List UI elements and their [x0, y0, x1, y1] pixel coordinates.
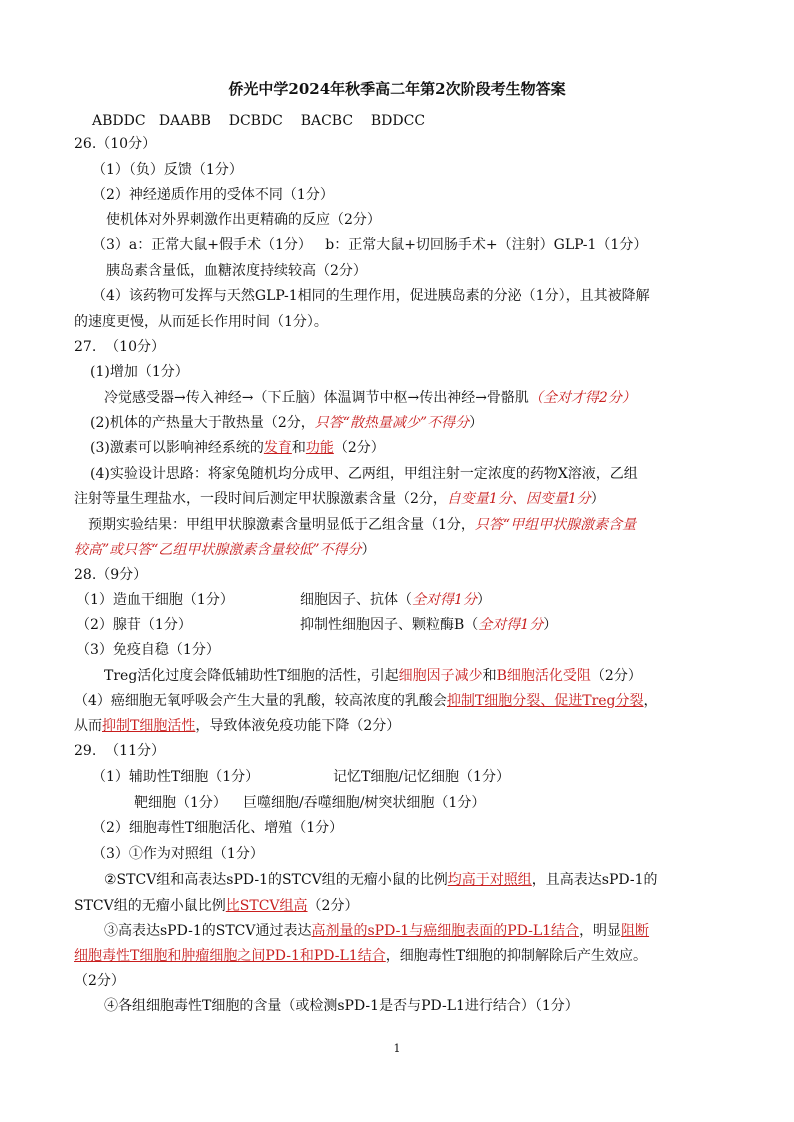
- q29-keyword-higher-than-stcv: 比STCV组高: [225, 898, 308, 914]
- q27-grading-note: 自变量1分、因变量1分: [446, 491, 591, 507]
- q27-grading-note: 只答“甲组甲状腺激素含量: [474, 517, 637, 533]
- q26-line-3: 使机体对外界刺激作出更精确的反应（2分）: [106, 212, 381, 228]
- q29-keyword-higher-than-control: 均高于对照组: [447, 872, 532, 888]
- q28-line-1a: （1）造血干细胞（1分）: [76, 592, 234, 608]
- q27-line-6: 注射等量生理盐水，一段时间后测定甲状腺激素含量（2分，自变量1分、因变量1分）: [74, 491, 605, 507]
- q29-heading: 29. （11分）: [74, 743, 165, 759]
- q27-grading-note: 只答“散热量减少”不得分: [314, 415, 470, 431]
- q28-keyword-tcell-division: 抑制T细胞分裂、促进Treg分裂: [446, 693, 644, 709]
- q27-line-1: (1)增加（1分）: [90, 364, 189, 380]
- page-number: 1: [393, 1042, 401, 1055]
- q27-keyword-development: 发育: [263, 440, 292, 456]
- q27-grading-note: （全对才得2分）: [528, 390, 636, 406]
- q27-reflex-arc: 冷觉感受器→传入神经→（下丘脑）体温调节中枢→传出神经→骨骼肌: [104, 390, 529, 406]
- q28-grading-note: 全对得1分: [478, 617, 544, 633]
- q29-line-1b: 记忆T细胞/记忆细胞（1分）: [333, 769, 510, 785]
- q27-line-3: (2)机体的产热量大于散热量（2分，只答“散热量减少”不得分）: [90, 415, 484, 431]
- q29-line-3: （2）细胞毒性T细胞活化、增殖（1分）: [92, 820, 344, 836]
- q27-heading: 27. （10分）: [74, 339, 165, 355]
- q28-heading: 28.（9分）: [74, 567, 148, 583]
- q27-line-5: (4)实验设计思路：将家兔随机均分成甲、乙两组，甲组注射一定浓度的药物X溶液，乙组: [90, 466, 638, 482]
- q27-line-8: 较高”或只答“乙组甲状腺激素含量较低”不得分）: [74, 542, 376, 558]
- q27-grading-note: 较高”或只答“乙组甲状腺激素含量较低”不得分: [74, 542, 362, 558]
- q26-heading: 26.（10分）: [74, 136, 157, 152]
- q26-line-1: （1）（负）反馈（1分）: [92, 162, 243, 178]
- q28-line-1b: 细胞因子、抗体（全对得1分）: [300, 592, 491, 608]
- q28-grading-note: 全对得1分: [412, 592, 477, 608]
- q29-keyword-block: 阻断: [621, 923, 650, 939]
- q28-line-3: （3）免疫自稳（1分）: [76, 642, 220, 658]
- q27-keyword-function: 功能: [305, 440, 334, 456]
- q28-line-2a: （2）腺苷（1分）: [76, 617, 192, 633]
- q29-line-8: 细胞毒性T细胞和肿瘤细胞之间PD-1和PD-L1结合，细胞毒性T细胞的抑制解除后产生效应。: [74, 948, 648, 964]
- q28-line-6: 从而抑制T细胞活性，导致体液免疫功能下降（2分）: [74, 718, 401, 734]
- q26-line-4: （3）a：正常大鼠+假手术（1分） b：正常大鼠+切回肠手术+（注射）GLP-1（1分）: [92, 237, 648, 253]
- q27-line-4: (3)激素可以影响神经系统的发育和功能（2分）: [90, 440, 385, 456]
- page-title: 侨光中学2024年秋季高二年第2次阶段考生物答案: [228, 80, 566, 98]
- q26-line-7: 的速度更慢，从而延长作用时间（1分）。: [74, 314, 328, 330]
- q29-line-1a: （1）辅助性T细胞（1分）: [92, 769, 260, 785]
- q29-line-7: ③高表达sPD-1的STCV通过表达高剂量的sPD-1与癌细胞表面的PD-L1结合，明显阻断: [104, 923, 650, 939]
- q29-line-10: ④各组细胞毒性T细胞的含量（或检测sPD-1是否与PD-L1进行结合）（1分）: [104, 998, 579, 1014]
- q26-line-6: （4）该药物可发挥与天然GLP-1相同的生理作用，促进胰岛素的分泌（1分），且其被降解: [92, 288, 650, 304]
- q26-line-2: （2）神经递质作用的受体不同（1分）: [92, 187, 334, 203]
- q29-line-6: STCV组的无瘤小鼠比例比STCV组高（2分）: [74, 898, 359, 914]
- q29-line-2b: 巨噬细胞/吞噬细胞/树突状细胞（1分）: [243, 795, 486, 811]
- q28-keyword-bcell: B细胞活化受阻: [496, 668, 591, 684]
- q28-line-2b: 抑制性细胞因子、颗粒酶B（全对得1分）: [300, 617, 558, 633]
- q28-line-5: （4）癌细胞无氧呼吸会产生大量的乳酸，较高浓度的乳酸会抑制T细胞分裂、促进Treg分裂，: [74, 693, 658, 709]
- q29-keyword-pd1-binding: 细胞毒性T细胞和肿瘤细胞之间PD-1和PD-L1结合: [74, 948, 386, 964]
- q29-line-4: （3）①作为对照组（1分）: [92, 846, 264, 862]
- q27-line-2: [104, 388, 636, 408]
- q26-line-5: 胰岛素含量低，血糖浓度持续较高（2分）: [106, 263, 367, 279]
- q27-line-7: 预期实验结果：甲组甲状腺激素含量明显低于乙组含量（1分，只答“甲组甲状腺激素含量: [88, 517, 637, 533]
- q29-line-5: ②STCV组和高表达sPD-1的STCV组的无瘤小鼠的比例均高于对照组，且高表达sPD-1的: [104, 872, 658, 888]
- q28-keyword-tcell-activity: 抑制T细胞活性: [102, 718, 196, 734]
- q28-line-4: Treg活化过度会降低辅助性T细胞的活性，引起细胞因子减少和B细胞活化受阻（2分）: [104, 668, 642, 684]
- q29-line-2a: 靶细胞（1分）: [134, 795, 227, 811]
- choice-answers: ABDDC DAABB DCBDC BACBC BDDCC: [92, 113, 426, 129]
- q29-line-9: （2分）: [74, 973, 125, 989]
- q29-keyword-high-dose: 高剂量的sPD-1与癌细胞表面的PD-L1结合: [311, 923, 580, 939]
- q28-keyword-cytokine: 细胞因子减少: [398, 668, 483, 684]
